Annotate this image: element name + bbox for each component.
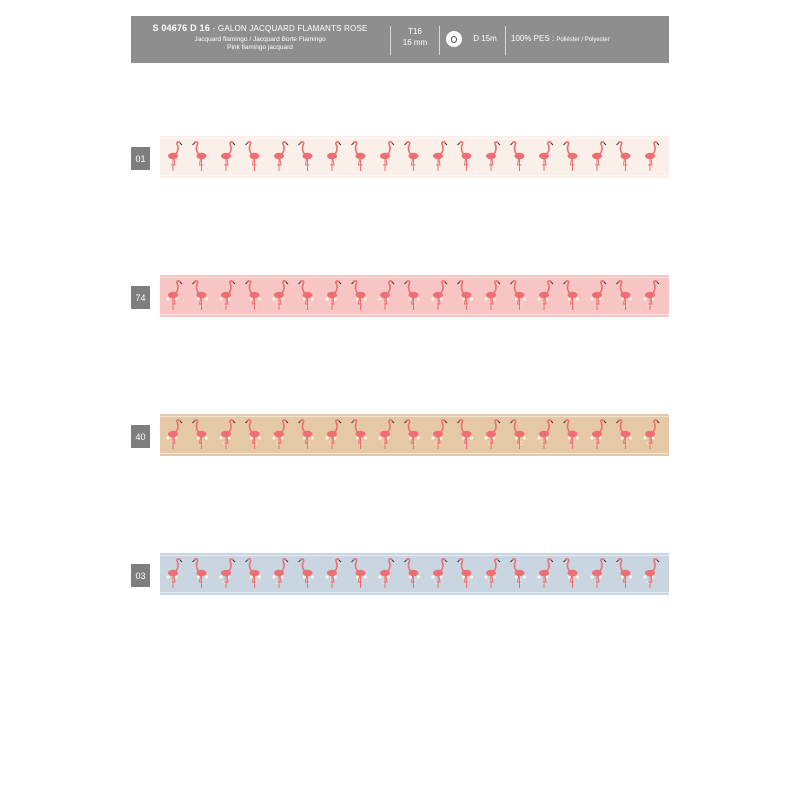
ribbon-swatch xyxy=(160,414,669,456)
composition-block xyxy=(511,31,669,48)
swatch-code-tag xyxy=(131,286,150,309)
ribbon-pattern xyxy=(160,553,669,595)
ribbon-swatch xyxy=(160,136,669,178)
product-header xyxy=(131,16,669,63)
product-name: - GALON JACQUARD FLAMANTS ROSE xyxy=(212,24,368,33)
ribbon-pattern xyxy=(160,136,669,178)
ribbon-swatch xyxy=(160,275,669,317)
divider xyxy=(439,26,440,55)
ribbon-swatch xyxy=(160,553,669,595)
size-block xyxy=(395,26,435,48)
composition-label: 100% PES : xyxy=(511,34,555,43)
swatch-code: 03 xyxy=(135,570,146,581)
swatch-code-tag xyxy=(131,564,150,587)
size-code: T16 xyxy=(408,27,422,36)
swatch-code-tag xyxy=(131,147,150,170)
composition-detail: Poliéster / Polyester xyxy=(556,37,610,43)
ribbon-pattern xyxy=(160,414,669,456)
length-label: D 15m xyxy=(473,34,497,43)
swatch-code: 01 xyxy=(135,153,146,164)
size-mm: 16 mm xyxy=(402,38,428,47)
translation-line-2: Pink flamingo jacquard xyxy=(227,44,293,51)
spool-icon xyxy=(446,31,462,47)
ribbon-pattern xyxy=(160,275,669,317)
translation-line-1: Jacquard flamingo / Jacquard Borte Flamingo xyxy=(194,36,326,43)
swatch-code: 74 xyxy=(135,292,146,303)
swatch-code-tag xyxy=(131,425,150,448)
divider xyxy=(505,26,506,55)
swatch-code: 40 xyxy=(135,431,146,442)
product-ref-code: S 04676 D 16 xyxy=(152,23,210,33)
product-title xyxy=(131,23,389,33)
divider xyxy=(390,26,391,55)
header-title-block xyxy=(131,16,389,63)
